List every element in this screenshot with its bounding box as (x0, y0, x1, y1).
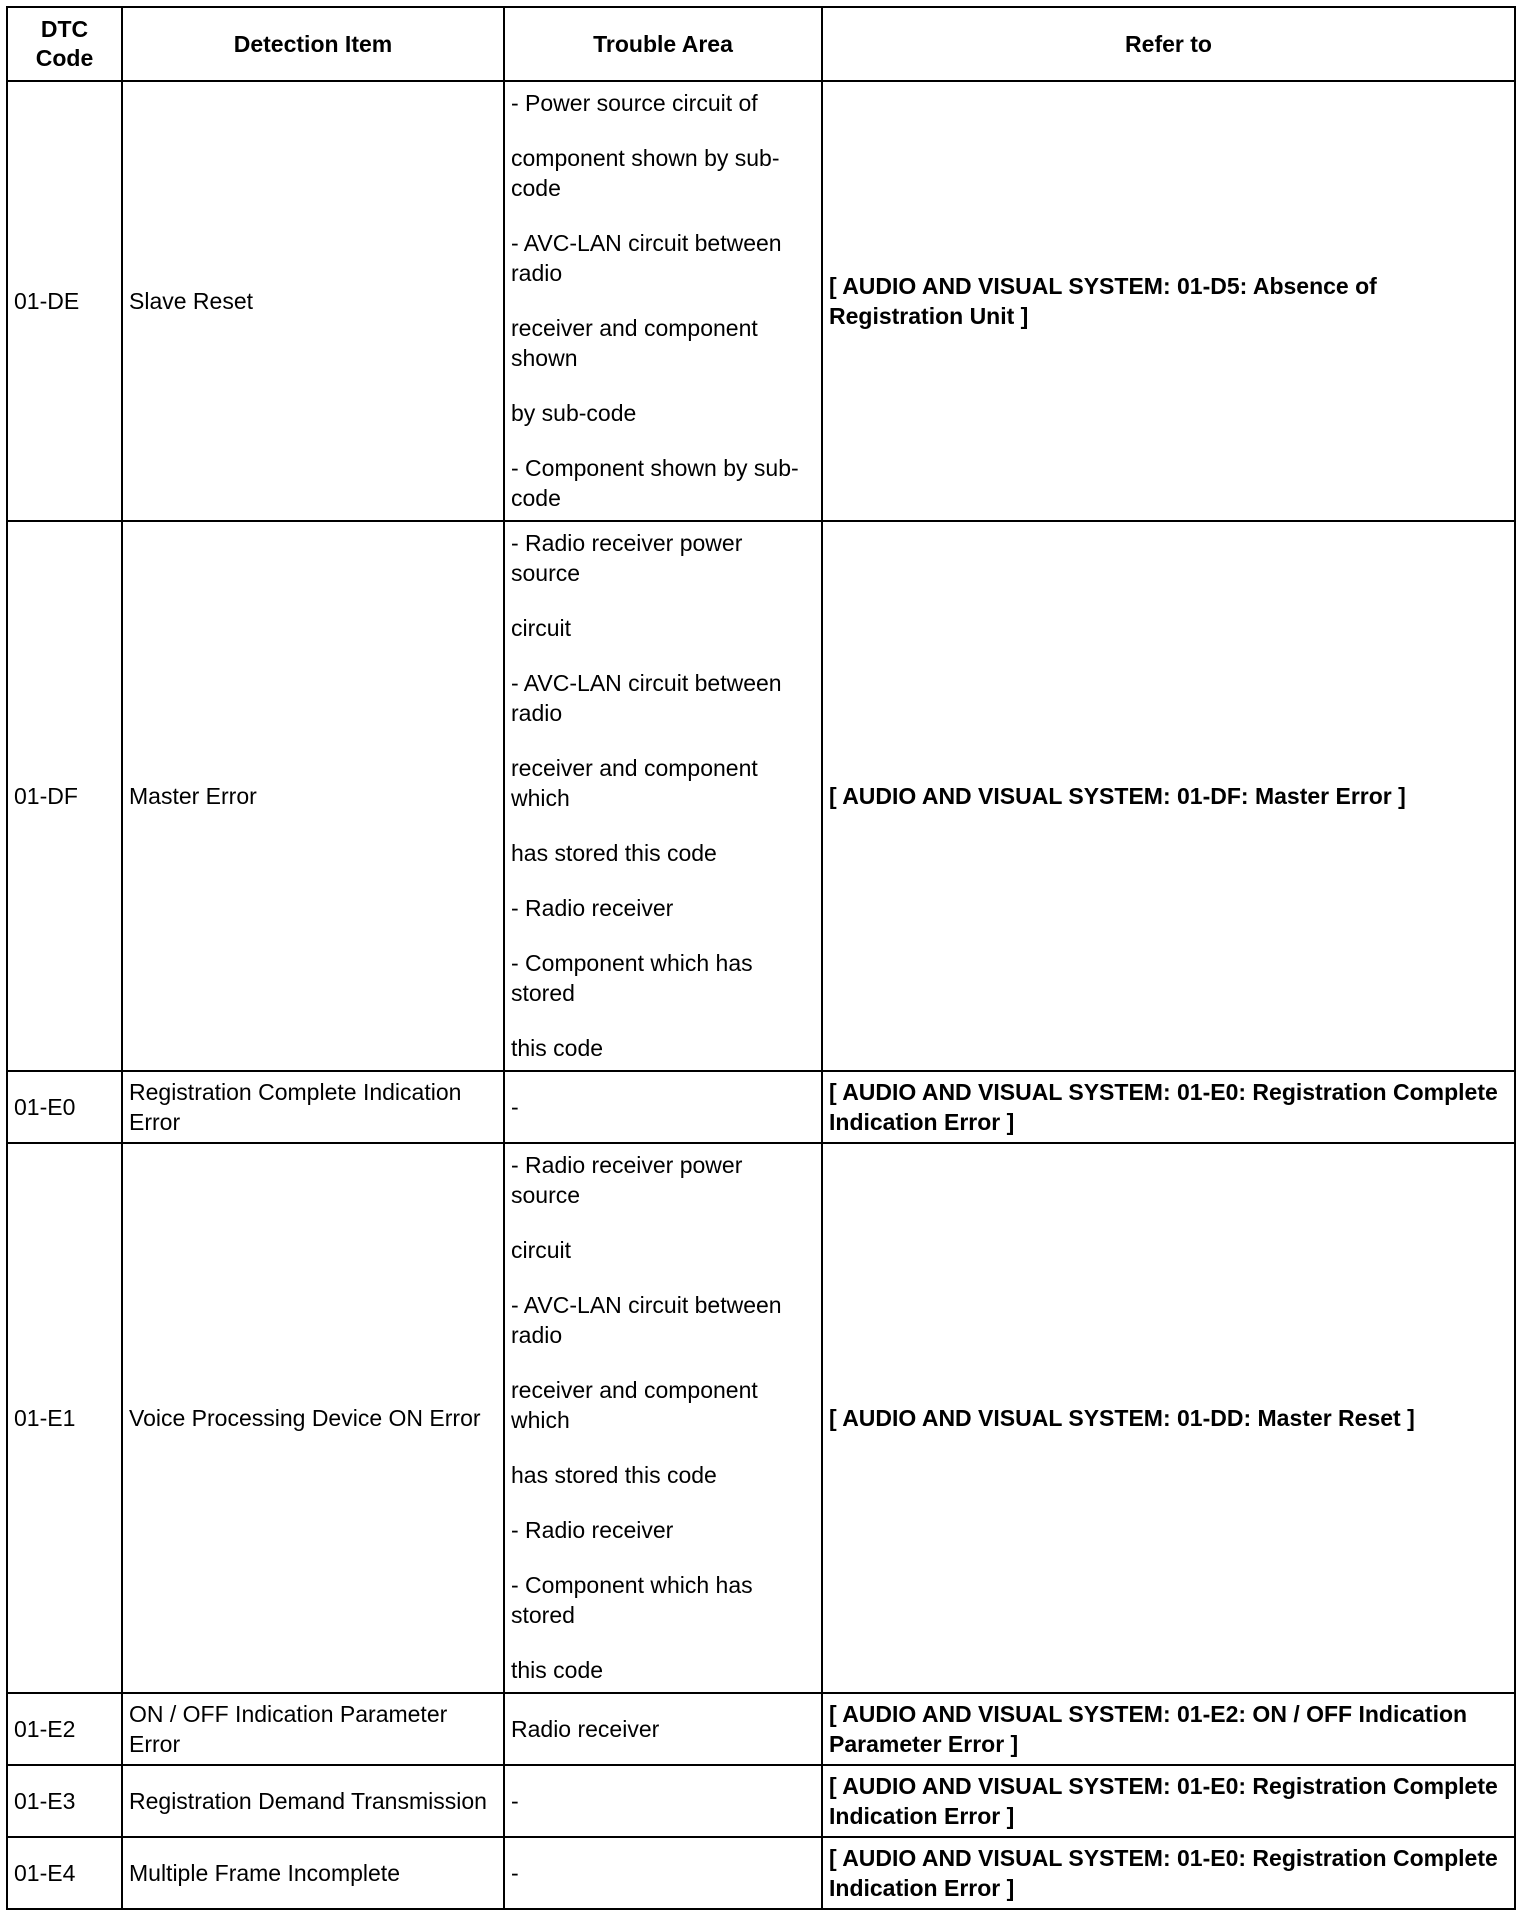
table-row (7, 81, 1515, 521)
document-page (6, 6, 1514, 1902)
header-row (7, 7, 1515, 81)
trouble-area-line: circuit (511, 1237, 572, 1263)
trouble-area-line: by sub-code (511, 400, 637, 426)
trouble-area-cell (504, 1765, 822, 1837)
trouble-area-line: - Power source circuit of (511, 90, 758, 116)
trouble-area-cell (504, 1143, 822, 1693)
dtc-code-cell: 01-E3 (7, 1765, 122, 1837)
trouble-area-line: Radio receiver (511, 1716, 660, 1742)
dtc-code-cell: 01-E1 (7, 1143, 122, 1693)
dtc-code-cell: 01-DF (7, 521, 122, 1071)
table-row (7, 1071, 1515, 1143)
detection-item-cell: Multiple Frame Incomplete (122, 1837, 504, 1909)
trouble-area-line: - Radio receiver power source (511, 1152, 743, 1208)
header-dtc-code-line2: Code (35, 45, 94, 71)
trouble-area-line: - Component shown by sub-code (511, 455, 799, 511)
refer-to-link[interactable]: [ AUDIO AND VISUAL SYSTEM: 01-D5: Absence of Registration Unit ] (822, 81, 1515, 521)
table-row (7, 1693, 1515, 1765)
trouble-area-line: this code (511, 1035, 604, 1061)
header-dtc-code-line1: DTC (40, 16, 89, 42)
header-refer-to: Refer to (822, 7, 1515, 81)
trouble-area-line: - Component which has stored (511, 950, 753, 1006)
trouble-area-cell (504, 81, 822, 521)
detection-item-cell: Registration Demand Transmission (122, 1765, 504, 1837)
trouble-area-line: receiver and component shown (511, 315, 758, 371)
trouble-area-line: - Radio receiver power source (511, 530, 743, 586)
header-dtc-code (7, 7, 122, 81)
dtc-code-cell: 01-DE (7, 81, 122, 521)
trouble-area-line: - Radio receiver (511, 895, 674, 921)
trouble-area-line: has stored this code (511, 1462, 717, 1488)
header-trouble-area: Trouble Area (504, 7, 822, 81)
dtc-table (6, 6, 1516, 1910)
trouble-area-line: - Radio receiver (511, 1517, 674, 1543)
trouble-area-cell (504, 1071, 822, 1143)
table-row (7, 521, 1515, 1071)
trouble-area-cell (504, 521, 822, 1071)
trouble-area-line: this code (511, 1657, 604, 1683)
refer-to-link[interactable]: [ AUDIO AND VISUAL SYSTEM: 01-E0: Registration Complete Indication Error ] (822, 1071, 1515, 1143)
trouble-area-line: - AVC-LAN circuit between radio (511, 1292, 782, 1348)
table-row (7, 1143, 1515, 1693)
header-detection-item: Detection Item (122, 7, 504, 81)
trouble-area-line: has stored this code (511, 840, 717, 866)
detection-item-cell: Registration Complete Indication Error (122, 1071, 504, 1143)
detection-item-cell: Voice Processing Device ON Error (122, 1143, 504, 1693)
trouble-area-line: component shown by sub-code (511, 145, 780, 201)
dtc-code-cell: 01-E0 (7, 1071, 122, 1143)
refer-to-link[interactable]: [ AUDIO AND VISUAL SYSTEM: 01-E0: Registration Complete Indication Error ] (822, 1765, 1515, 1837)
trouble-area-line: - Component which has stored (511, 1572, 753, 1628)
table-row (7, 1837, 1515, 1909)
detection-item-cell: Slave Reset (122, 81, 504, 521)
detection-item-cell: Master Error (122, 521, 504, 1071)
dtc-code-cell: 01-E4 (7, 1837, 122, 1909)
refer-to-link[interactable]: [ AUDIO AND VISUAL SYSTEM: 01-E0: Registration Complete Indication Error ] (822, 1837, 1515, 1909)
dtc-code-cell: 01-E2 (7, 1693, 122, 1765)
trouble-area-line: receiver and component which (511, 755, 758, 811)
trouble-area-line: - AVC-LAN circuit between radio (511, 670, 782, 726)
trouble-area-line: - (511, 1860, 519, 1886)
trouble-area-line: circuit (511, 615, 572, 641)
refer-to-link[interactable]: [ AUDIO AND VISUAL SYSTEM: 01-E2: ON / OFF Indication Parameter Error ] (822, 1693, 1515, 1765)
trouble-area-line: - AVC-LAN circuit between radio (511, 230, 782, 286)
refer-to-link[interactable]: [ AUDIO AND VISUAL SYSTEM: 01-DD: Master Reset ] (822, 1143, 1515, 1693)
refer-to-link[interactable]: [ AUDIO AND VISUAL SYSTEM: 01-DF: Master Error ] (822, 521, 1515, 1071)
trouble-area-line: receiver and component which (511, 1377, 758, 1433)
trouble-area-cell (504, 1837, 822, 1909)
table-row (7, 1765, 1515, 1837)
detection-item-cell: ON / OFF Indication Parameter Error (122, 1693, 504, 1765)
trouble-area-line: - (511, 1094, 519, 1120)
trouble-area-line: - (511, 1788, 519, 1814)
trouble-area-cell (504, 1693, 822, 1765)
